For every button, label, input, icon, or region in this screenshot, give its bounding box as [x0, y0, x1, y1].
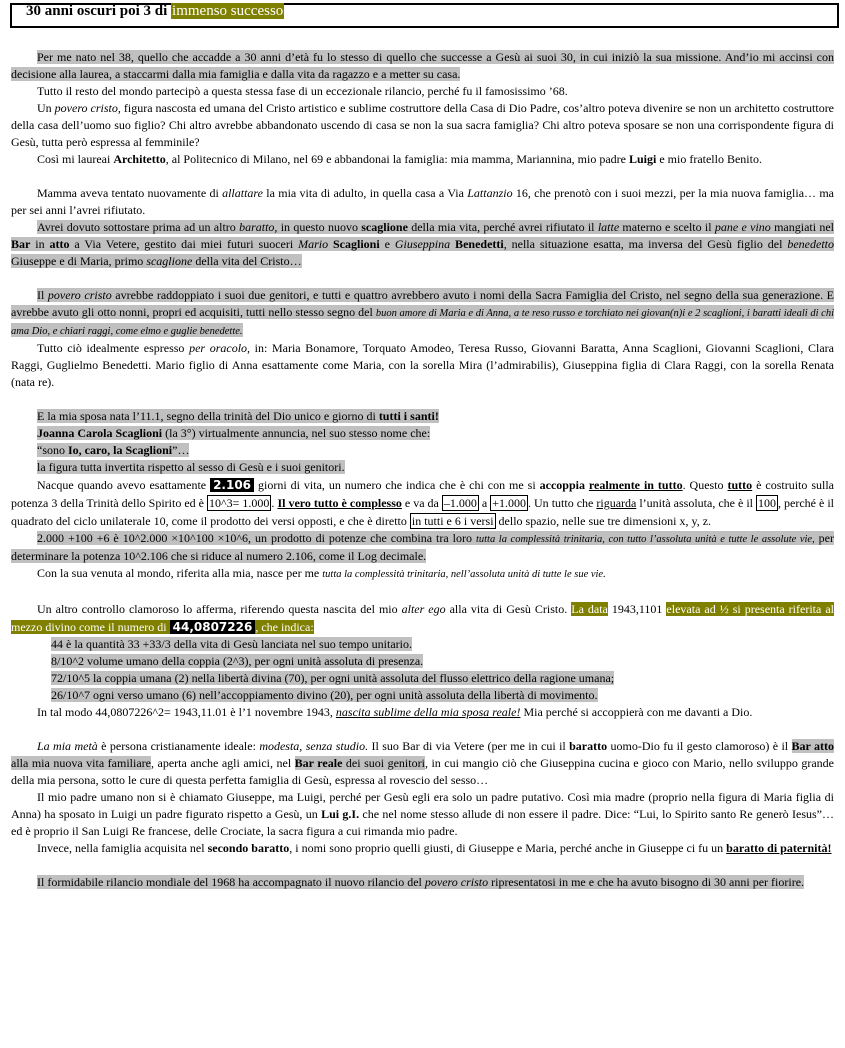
- text: la figura tutta invertita rispetto al sesso di Gesù e i suoi genitori.: [37, 460, 345, 474]
- text: a Via Vetere, gestito dai miei futuri suoceri: [69, 237, 299, 251]
- text: benedetto: [787, 237, 834, 251]
- text: (la 3°) virtualmente annuncia, nel suo stesso nome che:: [162, 426, 431, 440]
- text: Luigi: [628, 152, 657, 166]
- number-badge: 44,0807226: [170, 620, 256, 634]
- text: povero cristo,: [54, 101, 121, 115]
- title-highlight: immenso successo: [172, 3, 284, 19]
- boxed-value: 100: [758, 496, 777, 510]
- text: modesta, senza studio.: [259, 739, 369, 753]
- text: , al Politecnico di Milano, nel 69 e abbandonai la famiglia: mia mamma, Mariannina, mio padre: [165, 152, 629, 166]
- paragraph-17: [11, 704, 834, 721]
- text: scaglione: [361, 220, 408, 234]
- text: per oracolo,: [189, 341, 251, 355]
- text: 26/10^7 ogni verso umano (6) nell’accoppiamento divino (20), per ogni unità assoluta della libertà di movimento.: [51, 688, 598, 702]
- text: per determinare la potenza 10^2.106 che si riduce al numero 2.106, come il Log decimale.: [11, 531, 835, 563]
- paragraph-5: [11, 185, 834, 219]
- text: Avrei dovuto sottostare prima ad un altro: [37, 220, 240, 234]
- text: 2.000 +100 +6 è 10^2.000 ×10^100 ×10^6, un prodotto di potenze che combina tra loro: [37, 531, 476, 545]
- text: Invece, nella famiglia acquisita nel: [37, 841, 208, 855]
- text: Bar reale: [294, 756, 343, 770]
- text: Giuseppe e di Maria, primo: [11, 254, 147, 268]
- text: “sono: [37, 443, 68, 457]
- paragraph-3: [11, 100, 834, 151]
- paragraph-9: [11, 408, 834, 425]
- paragraph-15: [11, 565, 834, 583]
- text: Mia perché si accoppierà con me davanti a Dio.: [520, 705, 753, 719]
- text: la mia vita di adulto, in quella casa a Via: [262, 186, 468, 200]
- highlight: , che indica:: [255, 620, 314, 634]
- text: baratto: [569, 739, 608, 753]
- text: secondo baratto: [207, 841, 290, 855]
- text: Bar atto: [791, 739, 835, 753]
- text: Bar: [11, 237, 31, 251]
- number-badge: 2.106: [210, 478, 254, 492]
- paragraph-11: [11, 442, 834, 459]
- text: Lattanzio: [467, 186, 513, 200]
- text: tutto: [727, 478, 753, 492]
- text: Mario: [298, 237, 329, 251]
- text: Mamma aveva tentato nuovamente di: [37, 186, 223, 200]
- text: a: [478, 496, 491, 510]
- text: uomo-Dio fu il gesto clamoroso) è il: [607, 739, 792, 753]
- text: latte: [597, 220, 620, 234]
- text: Tutto il resto del mondo partecipò a questa stessa fase di un eccezionale rilancio, perché fu il famosissimo ’68.: [37, 84, 568, 98]
- text: alter ego: [401, 602, 446, 616]
- paragraph-16: [11, 600, 834, 636]
- paragraph-6: [11, 219, 834, 270]
- text: Così mi laureai: [37, 152, 114, 166]
- paragraph-10: [11, 425, 834, 442]
- text: tutta la complessità trinitaria, nell’assoluta unità di tutte le sue vie.: [322, 569, 606, 580]
- text: Joanna Carola Scaglioni: [37, 426, 163, 440]
- text: in: [30, 237, 50, 251]
- text: in questo nuovo: [277, 220, 362, 234]
- document-body: [11, 49, 834, 891]
- boxed-value: –1.000: [443, 496, 477, 510]
- text: , i nomi sono proprio quelli giusti, di Giuseppe e Maria, perché anche in Giuseppe ci fu un: [289, 841, 727, 855]
- text: Lui g.I.: [321, 807, 360, 821]
- text: 72/10^5 la coppia umana (2) nella libertà divina (70), per ogni unità assoluta del flusso elettrico della ragione umana;: [51, 671, 615, 685]
- boxed-value: 10^3= 1.000: [209, 496, 270, 510]
- text: . Questo: [682, 478, 728, 492]
- text: nascita sublime della mia sposa reale!: [335, 705, 521, 719]
- text: E la mia sposa nata l’11.1, segno della trinità del Dio unico e giorno di: [37, 409, 379, 423]
- text: In tal modo 44,0807226^2= 1943,11.01 è l’1 novembre 1943,: [37, 705, 336, 719]
- text: materno e scelto il: [619, 220, 715, 234]
- text: , nella situazione esatta, ma inversa del Gesù figlio del: [503, 237, 788, 251]
- text: baratto di paternità!: [726, 841, 832, 855]
- text: Per me nato nel 38, quello che accadde a 30 anni d’età fu lo stesso di quello che successe a Gesù ai suoi 30, in cui iniziò la sua missione. And’io mi accinsi con decisione alla laurea, a staccarmi dalla mia famiglia e dalla vita da ragazzo e a metter su casa.: [11, 50, 834, 81]
- text: Con la sua venuta al mondo, riferita alla mia, nasce per me: [37, 566, 323, 580]
- text: La mia metà: [37, 739, 98, 753]
- text: buon amore di Maria e di Anna, a te reso russo e torchiato nei giovan(n)i e 2 scaglioni, i baratti ideali di chi ama Dio, e chiari raggi, come elmo e guglie benedette.: [11, 308, 834, 337]
- text: povero cristo: [424, 875, 489, 889]
- text: mangiati nel: [770, 220, 835, 234]
- paragraph-8: [11, 340, 834, 391]
- text: , aperta anche agli amici, nel: [151, 756, 295, 770]
- text: 1943,1101: [607, 602, 667, 616]
- paragraph-21: [11, 874, 834, 891]
- text: Il formidabile rilancio mondiale del 1968 ha accompagnato il nuovo rilancio del: [37, 875, 425, 889]
- text: realmente in tutto: [588, 478, 683, 492]
- paragraph-14: [11, 530, 834, 565]
- text: Il suo Bar di via Vetere (per me in cui il: [368, 739, 570, 753]
- boxed-value: in tutti e 6 i versi: [411, 514, 494, 528]
- text: pane e vino: [714, 220, 771, 234]
- text: Un: [37, 101, 55, 115]
- page-title: [26, 3, 284, 20]
- paragraph-1: [11, 49, 834, 83]
- text: Benedetti: [450, 237, 504, 251]
- text: avrebbe raddoppiato i suoi due genitori, e tutti e quattro avrebbero avuto i nomi della Sacra Famiglia del Cristo, nel segno della sua generazione. E avrebbe avuto gli otto nonni, propri ed acquisiti, tutti nello stesso segno del: [11, 288, 834, 319]
- text: ”…: [172, 443, 190, 457]
- highlight: La data: [571, 602, 608, 616]
- text: ripresentatosi in me e che ha avuto bisogno di 30 anni per fiorire.: [488, 875, 805, 889]
- text: tutti i santi!: [378, 409, 439, 423]
- text: Giuseppina: [394, 237, 451, 251]
- text: figura nascosta ed umana del Cristo artistico e sublime costruttore della Casa di Dio Padre, cos’altro poteva divenire se non un architetto costruttore della casa dell’uomo suo figlio? Chi altro avrebbe abbandonato uscendo di casa se non la sua sacra famiglia? Chi altro poteva sposare se non una corrispondente figura di Gesù, tutta però espressa al femminile?: [11, 101, 835, 149]
- text: baratto,: [239, 220, 278, 234]
- paragraph-18: [11, 738, 834, 789]
- text: scaglione: [146, 254, 193, 268]
- text: 44 è la quantità 33 +33/3 della vita di Gesù lanciata nel suo tempo unitario.: [51, 637, 413, 651]
- text: povero cristo: [47, 288, 112, 302]
- text: e va da: [401, 496, 442, 510]
- text: e: [379, 237, 395, 251]
- text: l’unità assoluta, che è il: [636, 496, 757, 510]
- boxed-value: +1.000: [492, 496, 527, 510]
- list-item: [11, 670, 834, 687]
- title-main: 30 anni oscuri poi 3 di: [26, 3, 172, 19]
- text: tutta la complessità trinitaria, con tutto l’assoluta unità e tutte le assolute vie,: [475, 534, 815, 545]
- list-item: [11, 636, 834, 653]
- paragraph-19: [11, 789, 834, 840]
- text: , perché è il quadrato del ciclo unilaterale 10, come il prodotto dei versi opposti, e che è diretto: [11, 496, 835, 528]
- text: 16, che prenotò con i suoi mezzi, per la mia nuova famiglia… ma per sei anni l’avrei rifiutato.: [11, 186, 834, 217]
- text: allattare: [222, 186, 263, 200]
- text: riguarda: [596, 496, 637, 510]
- text: Io, caro, la Scaglioni: [68, 443, 173, 457]
- paragraph-12: [11, 459, 834, 476]
- text: della vita del Cristo…: [192, 254, 302, 268]
- text: giorni di vita, un numero che indica che è chi con me si: [254, 478, 540, 492]
- text: e mio fratello Benito.: [656, 152, 762, 166]
- text: dei suoi genitori: [342, 756, 425, 770]
- paragraph-4: [11, 151, 834, 168]
- text: in: Maria Bonamore, Torquato Amodeo, Teresa Russo, Giovanni Baratta, Anna Scaglioni, Giovanni Scaglioni, Clara Raggi, Guglielmo Benedetti. Mario figlio di Anna esattamente come Maria, con la sorella Mira (l’admirabilis), Giuseppina figlia di Clara Raggi, con la sorella Renata (nata re).: [11, 341, 835, 389]
- text: 8/10^2 volume umano della coppia (2^3), per ogni unità assoluta di presenza.: [51, 654, 424, 668]
- text: Il vero tutto è complesso: [277, 496, 402, 510]
- text: è persona cristianamente ideale:: [97, 739, 260, 753]
- text: Nacque quando avevo esattamente: [37, 478, 211, 492]
- text: .: [271, 496, 278, 510]
- highlight: elevata ad ½ si presenta riferita al mezzo divino come il numero di: [11, 602, 834, 634]
- text: accoppia: [539, 478, 585, 492]
- text: , in cui mangio ciò che Giuseppina cucina e gioco con Mario, nello sviluppo grande della mia persona, sotto le cure di questa perfetta famiglia di Gesù, espressa al rovescio del sesso…: [11, 756, 834, 787]
- text: Il mio padre umano non si è chiamato Giuseppe, ma Luigi, perché per Gesù egli era solo un padre putativo. Così mia madre (proprio nella figura di Maria figlia di Anna) ha sposato in Luigi un padre figurato rispetto a Gesù, un: [11, 790, 834, 821]
- text: atto: [49, 237, 70, 251]
- text: Il: [37, 288, 48, 302]
- text: . Un tutto che: [528, 496, 597, 510]
- list-item: [11, 687, 834, 704]
- text: Un altro controllo clamoroso lo afferma, riferendo questa nascita del mio: [37, 602, 402, 616]
- paragraph-13: [11, 476, 834, 530]
- text: alla mia nuova vita familiare: [11, 756, 151, 770]
- paragraph-7: [11, 287, 834, 340]
- text: della mia vita, perché avrei rifiutato il: [407, 220, 598, 234]
- text: Tutto ciò idealmente espresso: [37, 341, 190, 355]
- list-item: [11, 653, 834, 670]
- paragraph-2: [11, 83, 834, 100]
- text: dello spazio, nelle sue tre dimensioni x, y, z.: [495, 514, 712, 528]
- paragraph-20: [11, 840, 834, 857]
- text: che nel nome stesso allude di non essere il padre. Dice: “Lui, lo Spirito santo Re generò Iesus”… ed è proprio il San Luigi Re francese, delle Crociate, la sacra figura a cui rimanda mio padre.: [11, 807, 834, 838]
- text: è costruito sulla potenza 3 della Trinità dello Spirito ed è: [11, 478, 835, 510]
- text: alla vita di Gesù Cristo.: [445, 602, 572, 616]
- text: Architetto: [113, 152, 166, 166]
- text: Scaglioni: [328, 237, 380, 251]
